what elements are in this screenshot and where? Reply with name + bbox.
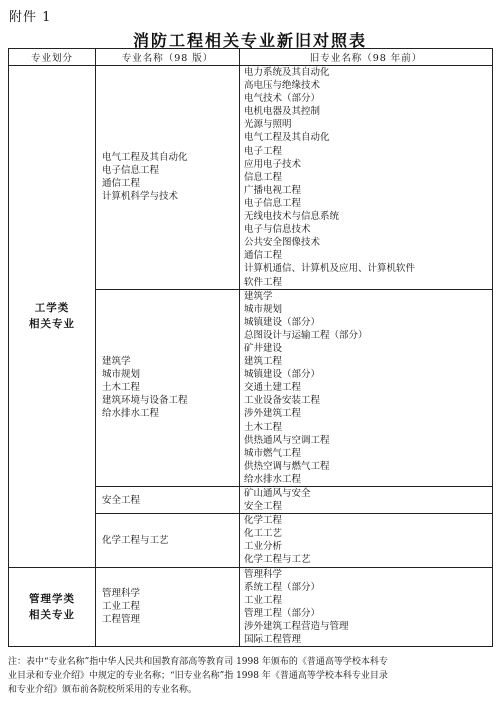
footnote-line: 和专业介绍》颁布前各院校所采用的专业名称。 bbox=[8, 685, 198, 695]
new-major-cell bbox=[96, 66, 240, 290]
old-major-item: 工业设备安装工程 bbox=[244, 395, 321, 407]
category-name-line: 相关专业 bbox=[29, 608, 75, 621]
new-major-cell bbox=[96, 289, 240, 486]
header-old-major: 旧专业名称（98 年前） bbox=[240, 49, 493, 66]
header-category: 专业划分 bbox=[9, 49, 96, 66]
old-major-cell bbox=[240, 289, 493, 486]
header-new-major: 专业名称（98 版） bbox=[96, 49, 240, 66]
old-major-item: 化学工程与工艺 bbox=[244, 554, 311, 566]
footnote bbox=[8, 655, 494, 697]
old-major-item: 电气技术（部分） bbox=[244, 93, 321, 105]
attachment-label: 附件 1 bbox=[9, 10, 52, 25]
old-major-item: 工业分析 bbox=[244, 541, 283, 553]
old-major-item: 城镇建设（部分） bbox=[244, 316, 321, 328]
old-major-item: 城镇建设（部分） bbox=[244, 369, 321, 381]
old-major-item: 管理工程（部分） bbox=[244, 607, 321, 619]
old-major-item: 电气工程及其自动化 bbox=[244, 132, 330, 144]
comparison-table bbox=[8, 48, 493, 647]
old-major-item: 安全工程 bbox=[244, 501, 283, 513]
old-major-item: 供热空调与燃气工程 bbox=[244, 460, 330, 472]
table-row bbox=[9, 66, 493, 290]
category-name-line: 相关专业 bbox=[29, 318, 75, 331]
old-major-item: 电机电器及其控制 bbox=[244, 106, 321, 118]
old-major-item: 国际工程管理 bbox=[244, 634, 302, 646]
old-major-item: 无线电技术与信息系统 bbox=[244, 211, 340, 223]
old-major-item: 系统工程（部分） bbox=[244, 581, 321, 593]
new-major-item: 电气工程及其自动化 bbox=[102, 152, 188, 164]
old-major-item: 供热通风与空调工程 bbox=[244, 434, 330, 446]
old-major-item: 电子信息工程 bbox=[244, 197, 302, 209]
new-major-cell bbox=[96, 487, 240, 514]
footnote-line: 业目录和专业介绍》中规定的专业名称；“旧专业名称”指 1998 年《普通高等学校本科专业目录 bbox=[8, 671, 388, 681]
new-major-cell bbox=[96, 514, 240, 567]
old-major-item: 城市规划 bbox=[244, 303, 283, 315]
old-major-cell bbox=[240, 567, 493, 647]
new-major-item: 建筑学 bbox=[102, 356, 131, 368]
new-major-item: 工业工程 bbox=[102, 601, 141, 613]
old-major-item: 软件工程 bbox=[244, 276, 283, 288]
new-major-item: 建筑环境与设备工程 bbox=[102, 395, 188, 407]
new-major-cell bbox=[96, 567, 240, 647]
old-major-item: 矿井建设 bbox=[244, 342, 283, 354]
old-major-item: 计算机通信、计算机及应用、计算机软件 bbox=[244, 263, 416, 275]
document-title: 消防工程相关专业新旧对照表 bbox=[132, 31, 367, 50]
old-major-cell bbox=[240, 514, 493, 567]
old-major-cell bbox=[240, 487, 493, 514]
table-row bbox=[9, 567, 493, 647]
old-major-item: 涉外建筑工程营造与管理 bbox=[244, 620, 349, 632]
category-cell bbox=[9, 567, 96, 647]
old-major-item: 化学工程 bbox=[244, 515, 283, 527]
old-major-item: 交通土建工程 bbox=[244, 382, 302, 394]
new-major-item: 给水排水工程 bbox=[102, 408, 160, 420]
old-major-item: 土木工程 bbox=[244, 421, 283, 433]
old-major-item: 涉外建筑工程 bbox=[244, 408, 302, 420]
footnote-line: 注：表中“专业名称”指中华人民共和国教育部高等教育司 1998 年颁布的《普通高等学校本科专 bbox=[8, 657, 388, 667]
old-major-item: 电力系统及其自动化 bbox=[244, 67, 330, 78]
category-name-line: 工学类 bbox=[34, 302, 70, 315]
old-major-item: 工业工程 bbox=[244, 594, 283, 606]
new-major-item: 管理科学 bbox=[102, 588, 141, 600]
old-major-item: 给水排水工程 bbox=[244, 473, 302, 485]
old-major-item: 高电压与绝缘技术 bbox=[244, 80, 321, 92]
old-major-item: 管理科学 bbox=[244, 568, 283, 580]
old-major-item: 应用电子技术 bbox=[244, 158, 302, 170]
new-major-item: 电子信息工程 bbox=[102, 165, 160, 177]
old-major-item: 广播电视工程 bbox=[244, 184, 302, 196]
category-cell bbox=[9, 66, 96, 568]
old-major-item: 通信工程 bbox=[244, 250, 283, 262]
old-major-item: 公共安全图像技术 bbox=[244, 237, 321, 249]
new-major-item: 城市规划 bbox=[102, 369, 141, 381]
old-major-item: 信息工程 bbox=[244, 171, 283, 183]
old-major-item: 电子工程 bbox=[244, 145, 283, 157]
new-major-item: 化学工程与工艺 bbox=[102, 534, 169, 546]
old-major-item: 化工工艺 bbox=[244, 528, 283, 540]
old-major-item: 光源与照明 bbox=[244, 119, 292, 131]
old-major-cell bbox=[240, 66, 493, 290]
old-major-item: 电子与信息技术 bbox=[244, 224, 311, 236]
old-major-item: 城市燃气工程 bbox=[244, 447, 302, 459]
new-major-item: 通信工程 bbox=[102, 178, 141, 190]
old-major-item: 建筑学 bbox=[244, 290, 273, 302]
old-major-item: 矿山通风与安全 bbox=[244, 488, 311, 499]
new-major-item: 工程管理 bbox=[102, 614, 141, 626]
old-major-item: 总图设计与运输工程（部分） bbox=[244, 329, 368, 341]
new-major-item: 安全工程 bbox=[102, 494, 141, 506]
header-row bbox=[9, 49, 493, 66]
old-major-item: 建筑工程 bbox=[244, 356, 283, 368]
new-major-item: 计算机科学与技术 bbox=[102, 191, 179, 203]
category-name-line: 管理学类 bbox=[29, 592, 75, 605]
new-major-item: 土木工程 bbox=[102, 382, 141, 394]
